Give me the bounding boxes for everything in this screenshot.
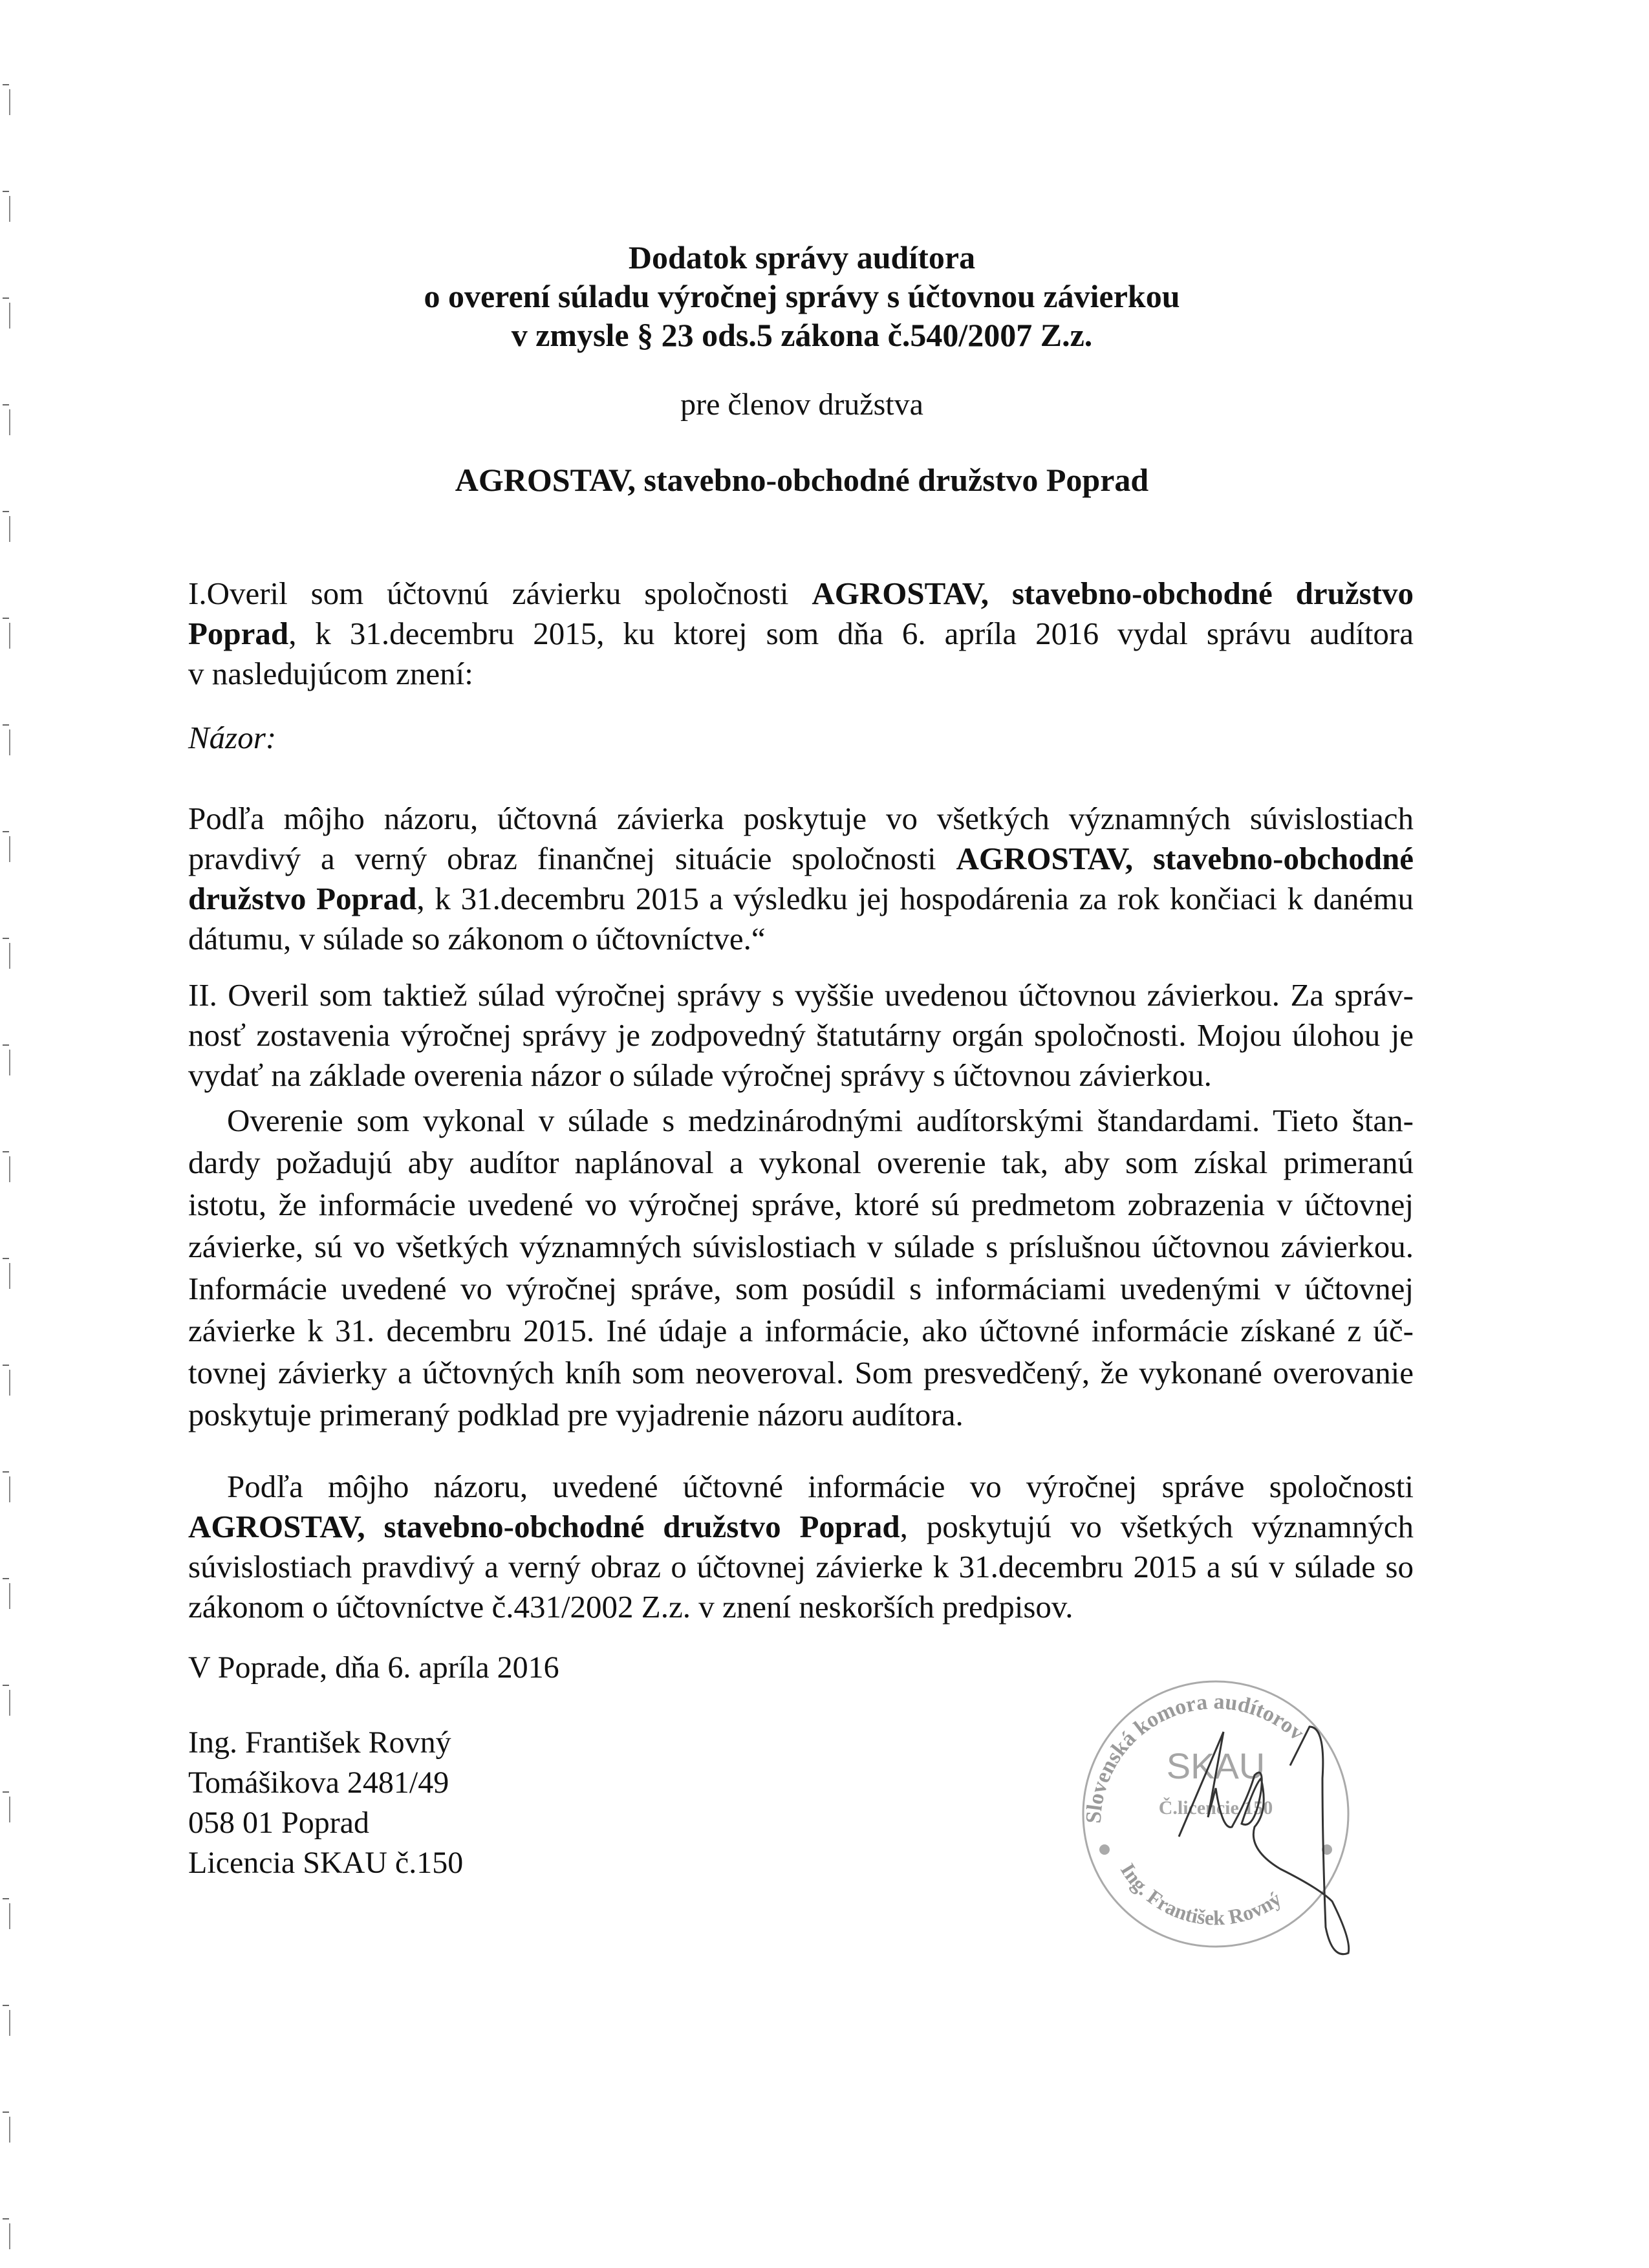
binder-mark xyxy=(3,618,9,619)
text: Podľa môjho názoru, účtovná závierka poskytuje vo všetkých významných súvislostiach xyxy=(188,801,1414,836)
binder-mark xyxy=(9,516,10,542)
document-title-line-2: o overení súladu výročnej správy s účtovnou závierkou xyxy=(424,278,1180,314)
text-line xyxy=(188,1394,1414,1436)
binder-mark xyxy=(9,1690,10,1716)
paragraph-1 xyxy=(188,574,1414,694)
binder-mark xyxy=(9,2117,10,2143)
binder-mark xyxy=(3,1151,9,1152)
text-line xyxy=(188,1467,1414,1507)
text: pravdivý a verný obraz finančnej situácie spoločnosti xyxy=(188,841,956,876)
stamp-bottom-text: Ing. František Rovný xyxy=(1116,1859,1286,1930)
text-line xyxy=(188,879,1414,919)
text-line xyxy=(188,718,1414,758)
text-line xyxy=(188,919,1414,959)
binder-mark xyxy=(9,2223,10,2249)
text: súvislostiach pravdivý a verný obraz o účtovnej závierke k 31.decembru 2015 a sú v súlade so xyxy=(188,1549,1414,1584)
signatory-block xyxy=(188,1723,463,1883)
text: istotu, že informácie uvedené vo výročnej správe, ktoré sú predmetom zobrazenia v účtovnej xyxy=(188,1187,1414,1222)
binder-mark xyxy=(3,1898,9,1899)
bold-text: AGROSTAV, stavebno-obchodné družstvo xyxy=(812,576,1414,611)
text-line xyxy=(188,1587,1414,1627)
text: , poskytujú vo všetkých významných xyxy=(900,1509,1414,1544)
binder-mark xyxy=(9,1476,10,1502)
binder-mark xyxy=(9,943,10,969)
text-line xyxy=(188,1352,1414,1394)
signatory-name: Ing. František Rovný xyxy=(188,1725,451,1760)
binder-mark xyxy=(3,831,9,832)
binder-mark xyxy=(3,1365,9,1366)
text: Informácie uvedené vo výročnej správe, som posúdil s informáciami uvedenými v účtovnej xyxy=(188,1271,1414,1306)
text: II. Overil som taktiež súlad výročnej správy s vyššie uvedenou účtovnou závierkou. Za správ- xyxy=(188,977,1414,1013)
binder-mark xyxy=(9,623,10,649)
signatory-license: Licencia SKAU č.150 xyxy=(188,1846,464,1880)
text-line xyxy=(188,1015,1414,1055)
text: vydať na základe overenia názor o súlade výročnej správy s účtovnou závierkou. xyxy=(188,1057,1212,1093)
text-line xyxy=(188,1268,1414,1310)
binder-mark xyxy=(3,2218,9,2219)
text: I.Overil som účtovnú závierku spoločnosti xyxy=(188,576,812,611)
bold-text: AGROSTAV, stavebno-obchodné xyxy=(956,841,1414,876)
text-line xyxy=(188,1310,1414,1352)
text: Overenie som vykonal v súlade s medzinárodnými audítorskými štandardami. Tieto štan- xyxy=(227,1103,1414,1138)
binder-mark xyxy=(3,1044,9,1046)
binder-mark xyxy=(3,1685,9,1686)
company-heading: AGROSTAV, stavebno-obchodné družstvo Poprad xyxy=(455,462,1149,498)
paragraph-3 xyxy=(188,799,1414,959)
binder-mark xyxy=(9,196,10,222)
text-line xyxy=(188,799,1414,839)
signatory-street: Tomášikova 2481/49 xyxy=(188,1766,449,1800)
binder-mark xyxy=(9,1583,10,1609)
paragraph-4 xyxy=(188,975,1414,1096)
binder-mark xyxy=(3,1258,9,1259)
document-title-line-1: Dodatok správy audítora xyxy=(628,239,976,275)
text-line xyxy=(188,614,1414,654)
binder-mark xyxy=(3,724,9,726)
binder-mark xyxy=(3,2005,9,2006)
document-title-line-3: v zmysle § 23 ods.5 zákona č.540/2007 Z.z. xyxy=(511,317,1093,353)
text: závierke k 31. decembru 2015. Iné údaje a informácie, ako účtovné informácie získané z úč- xyxy=(188,1313,1414,1348)
italic-text: Názor: xyxy=(188,720,277,755)
text-line xyxy=(188,1141,1414,1183)
text: závierke, sú vo všetkých významných súvislostiach v súlade s príslušnou účtovnou závierkou. xyxy=(188,1229,1414,1264)
text-line xyxy=(188,574,1414,614)
text: , k 31.decembru 2015 a výsledku jej hospodárenia za rok končiaci k danému xyxy=(416,881,1414,916)
text-line xyxy=(188,1055,1414,1096)
binder-mark xyxy=(3,938,9,939)
stamp-license-text: Č.licencie 150 xyxy=(1158,1797,1273,1819)
text-line xyxy=(188,1547,1414,1587)
text: nosť zostavenia výročnej správy je zodpovedný štatutárny orgán spoločnosti. Mojou úlohou je xyxy=(188,1017,1414,1053)
stamp-center-text: SKAU xyxy=(1166,1745,1266,1786)
text-line xyxy=(188,839,1414,879)
binder-mark xyxy=(3,2111,9,2113)
binder-mark xyxy=(9,1797,10,1822)
place-date: V Poprade, dňa 6. apríla 2016 xyxy=(188,1650,559,1685)
paragraph-6 xyxy=(188,1467,1414,1627)
signatory-city: 058 01 Poprad xyxy=(188,1806,369,1840)
text: , k 31.decembru 2015, ku ktorej som dňa 6. apríla 2016 vydal správu audítora xyxy=(288,616,1414,651)
binder-mark xyxy=(9,1050,10,1075)
binder-mark xyxy=(3,1791,9,1793)
paragraph-5 xyxy=(188,1099,1414,1436)
binder-mark xyxy=(3,84,9,85)
binder-mark xyxy=(9,1370,10,1396)
bold-text: družstvo Poprad xyxy=(188,881,417,916)
paragraph-2 xyxy=(188,718,1414,758)
text: Podľa môjho názoru, uvedené účtovné informácie vo výročnej správe spoločnosti xyxy=(227,1469,1414,1504)
binder-mark xyxy=(9,89,10,115)
text: zákonom o účtovníctve č.431/2002 Z.z. v znení neskorších predpisov. xyxy=(188,1589,1073,1625)
auditor-stamp-with-signature xyxy=(1061,1669,1423,2005)
binder-mark xyxy=(9,2010,10,2036)
text-line xyxy=(188,1099,1414,1141)
text: dátumu, v súlade so zákonom o účtovníctve.“ xyxy=(188,921,766,956)
text-line xyxy=(188,1226,1414,1268)
binder-mark xyxy=(9,1156,10,1182)
text: poskytuje primeraný podklad pre vyjadrenie názoru audítora. xyxy=(188,1397,964,1432)
text-line xyxy=(188,654,1414,694)
text: v nasledujúcom znení: xyxy=(188,656,473,691)
binder-mark xyxy=(3,191,9,192)
text: tovnej závierky a účtovných kníh som neoveroval. Som presvedčený, že vykonané overovanie xyxy=(188,1355,1414,1390)
stamp-top-text: Slovenská komora audítorov xyxy=(1081,1689,1309,1824)
stamp-dot-left xyxy=(1099,1844,1110,1855)
text-line xyxy=(188,1183,1414,1226)
text-line xyxy=(188,1507,1414,1547)
text: dardy požadujú aby audítor naplánoval a vykonal overenie tak, aby som získal primeranú xyxy=(188,1145,1414,1180)
binder-mark xyxy=(3,511,9,512)
binder-mark xyxy=(3,1471,9,1473)
binder-mark xyxy=(3,1578,9,1579)
recipient-line: pre členov družstva xyxy=(680,387,923,422)
text-line xyxy=(188,975,1414,1015)
binder-mark xyxy=(9,1903,10,1929)
bold-text: AGROSTAV, stavebno-obchodné družstvo Poprad xyxy=(188,1509,900,1544)
binder-mark xyxy=(9,729,10,755)
bold-text: Poprad xyxy=(188,616,289,651)
binder-mark xyxy=(9,836,10,862)
binder-mark xyxy=(9,1263,10,1289)
